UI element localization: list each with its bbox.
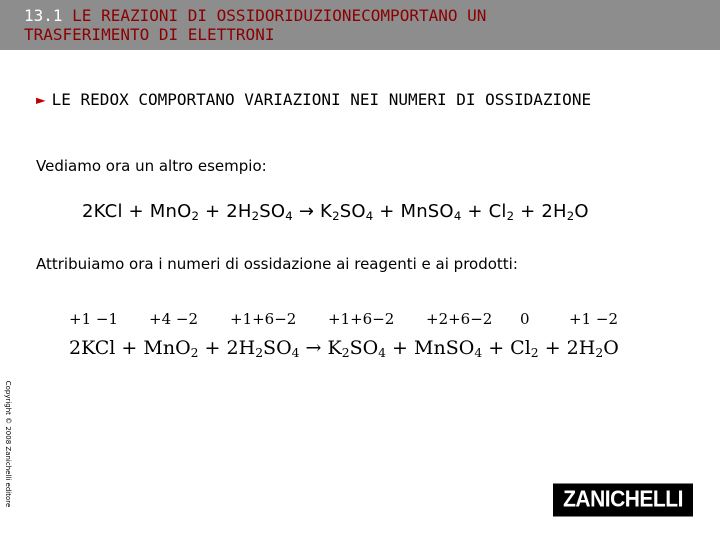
oxidation-number-kcl: +1 −1: [69, 310, 118, 328]
oxidation-number-mno2: +4 −2: [149, 310, 198, 328]
oxidation-number-k2so4: +1+6−2: [328, 310, 395, 328]
section-number: 13.1: [24, 6, 63, 25]
oxidation-number-h2so4: +1+6−2: [230, 310, 297, 328]
oxidation-number-h2o: +1 −2: [569, 310, 618, 328]
triangle-bullet-icon: ►: [36, 90, 46, 109]
slide-title: [24, 6, 684, 44]
bullet-text: LE REDOX COMPORTANO VARIAZIONI NEI NUMERI DI OSSIDAZIONE: [51, 90, 592, 109]
zanichelli-logo: ZANICHELLI: [553, 484, 693, 517]
header-bar: [0, 0, 720, 50]
oxidation-numbers-row: [0, 310, 720, 330]
reaction-equation-annotated: $2KCl + MnO_2 + 2H_2SO_4 \to K_2SO_4$ + MnSO$_4$ + $Cl_2 + 2H_2O$: [69, 337, 619, 361]
bullet-point: [36, 90, 676, 110]
oxidation-number-mnso4: +2+6−2: [426, 310, 493, 328]
title-line1: LE REAZIONI DI OSSIDORIDUZIONECOMPORTANO UN: [72, 6, 487, 25]
copyright-notice: Copyright © 2008 Zanichelli editore: [4, 380, 12, 508]
instruction-text: Attribuiamo ora i numeri di ossidazione ai reagenti e ai prodotti:: [36, 255, 518, 273]
reaction-equation: $2KCl + MnO_2 + 2H_2SO_4 \to K_2SO_4$ + MnSO$_4$ + $Cl_2 + 2H_2O$: [82, 201, 589, 223]
intro-text: Vediamo ora un altro esempio:: [36, 157, 267, 175]
title-line2: TRASFERIMENTO DI ELETTRONI: [24, 25, 275, 44]
oxidation-number-cl2: 0: [520, 310, 530, 328]
